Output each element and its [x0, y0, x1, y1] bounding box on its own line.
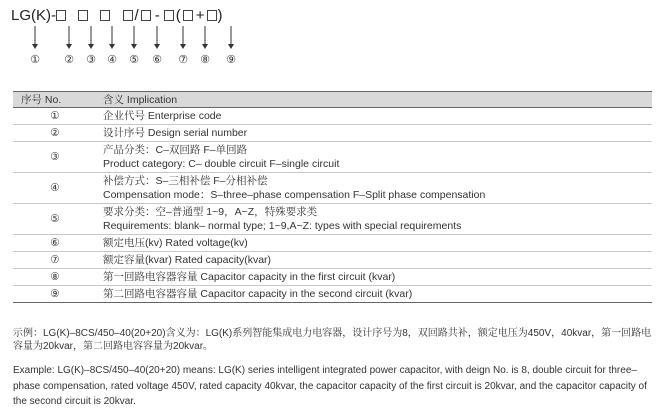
- table-header-row: [13, 92, 652, 108]
- row-text: [97, 204, 652, 235]
- arrow-7: [180, 26, 186, 49]
- arrow-4: [109, 26, 115, 49]
- table-row: [13, 173, 652, 204]
- row-no: ②: [13, 125, 97, 142]
- arrow-5: [131, 26, 137, 49]
- position-number: ⑧: [200, 54, 210, 66]
- position-number: ⑨: [226, 54, 236, 66]
- table-row: [13, 108, 652, 125]
- row-text: [97, 173, 652, 204]
- table-row: [13, 125, 652, 142]
- code-box-5: [123, 10, 133, 21]
- row-no: ③: [13, 142, 97, 173]
- position-number: ④: [107, 54, 117, 66]
- code-box-8: [183, 10, 193, 21]
- row-no: ⑥: [13, 235, 97, 252]
- model-dash: -: [154, 7, 160, 24]
- row-text: 设计序号 Design serial number: [97, 125, 652, 142]
- model-close-paren: ): [217, 7, 223, 24]
- row-text-cn: 补偿方式：S–三相补偿 F–分相补偿: [103, 175, 268, 187]
- model-slash: /: [134, 7, 139, 24]
- row-no: ⑦: [13, 252, 97, 269]
- row-text-en: Compensation mode：S–three–phase compensation F–Split phase compensation: [103, 189, 486, 201]
- header-no: 序号 No.: [13, 92, 97, 108]
- table-row: [13, 204, 652, 235]
- position-number: ⑦: [178, 54, 188, 66]
- row-text-cn: 要求分类：空–普通型 1~9，A~Z，特殊要求类: [103, 206, 318, 218]
- row-no: ⑤: [13, 204, 97, 235]
- row-no: ⑧: [13, 269, 97, 286]
- example-english: Example: LG(K)–8CS/450–40(20+20) means: LG(K) series intelligent integrated power capacitor, with deign No. is 8, double circuit for three–phase compensation, rated voltage 450V, rated capacity 40kvar, the capacitor capacity of the first circuit is 20kvar, and the capacitor capacity of the second circuit is 20kvar.: [13, 365, 647, 407]
- position-number: ②: [64, 54, 74, 66]
- code-box-2: [56, 10, 66, 21]
- row-text-cn: 产品分类：C–双回路 F–单回路: [103, 144, 248, 156]
- row-text: 企业代号 Enterprise code: [97, 108, 652, 125]
- position-number: ⑥: [152, 54, 162, 66]
- row-text: 额定电压(kv) Rated voltage(kv): [97, 235, 652, 252]
- table-row: [13, 252, 652, 269]
- model-plus: +: [195, 7, 205, 24]
- row-text: 第一回路电容器容量 Capacitor capacity in the first circuit (kvar): [97, 269, 652, 286]
- code-box-9: [207, 10, 217, 21]
- arrow-2: [66, 26, 72, 49]
- position-number: ⑤: [129, 54, 139, 66]
- table-row: [13, 235, 652, 252]
- row-text-en: Requirements: blank– normal type; 1~9,A~Z: types with special requirements: [103, 220, 462, 232]
- row-text: 第二回路电容器容量 Capacitor capacity in the second circuit (kvar): [97, 286, 652, 303]
- table-row: [13, 286, 652, 303]
- arrow-6: [154, 26, 160, 49]
- example-chinese: 示例：LG(K)–8CS/450–40(20+20)含义为：LG(K)系列智能集成电力电容器，设计序号为8，双回路共补，额定电压为450V，40kvar，第一回路电容量为20kvar，第二回路电容容量为20kvar。: [13, 328, 652, 352]
- position-numbers: [0, 52, 666, 68]
- table-row: [13, 269, 652, 286]
- row-no: ④: [13, 173, 97, 204]
- definition-table: [13, 91, 652, 303]
- model-open-paren: (: [175, 7, 181, 24]
- arrow-9: [228, 26, 234, 49]
- position-number: ①: [30, 54, 40, 66]
- row-text: [97, 142, 652, 173]
- code-box-6: [141, 10, 151, 21]
- arrow-8: [202, 26, 208, 49]
- row-no: ①: [13, 108, 97, 125]
- position-number: ③: [86, 54, 96, 66]
- code-box-3: [78, 10, 88, 21]
- code-box-7: [164, 10, 174, 21]
- position-arrows: [0, 26, 666, 51]
- row-text: 额定容量(kvar) Rated capacity(kvar): [97, 252, 652, 269]
- model-prefix: LG(K)-: [11, 7, 56, 24]
- row-text-en: Product category: C– double circuit F–single circuit: [103, 158, 340, 170]
- arrow-1: [32, 26, 38, 49]
- table-row: [13, 142, 652, 173]
- header-implication: 含义 Implication: [97, 92, 652, 108]
- code-box-4: [100, 10, 110, 21]
- arrow-3: [88, 26, 94, 49]
- model-code: [11, 6, 222, 26]
- row-no: ⑨: [13, 286, 97, 303]
